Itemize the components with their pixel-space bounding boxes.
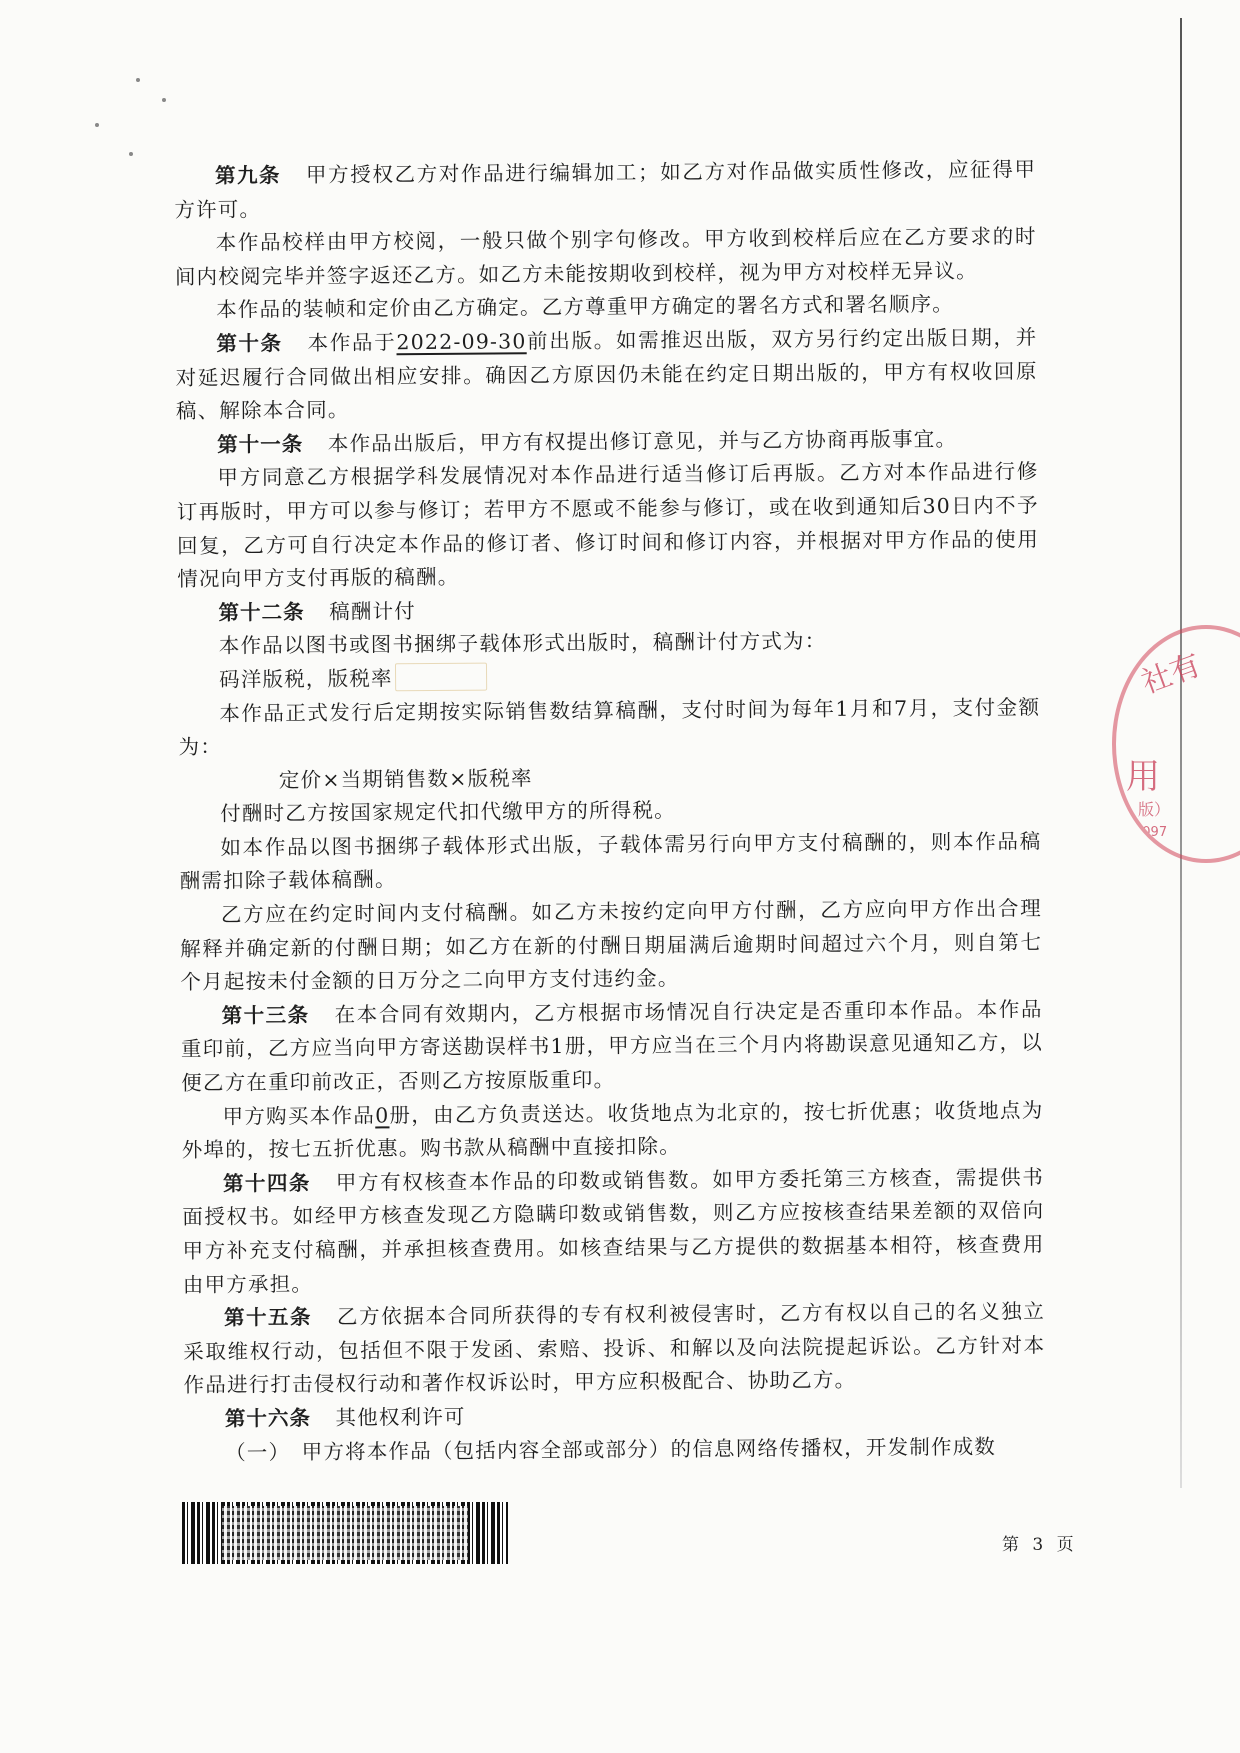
page-number: 第 3 页 bbox=[1002, 1535, 1078, 1555]
article-label: 第十条 bbox=[216, 331, 283, 356]
article-13 bbox=[181, 993, 1044, 1101]
proof-clause: 本作品校样由甲方校阅，一般只做个别字句修改。甲方收到校样后应在乙方要求的时间内校阅完毕并签字返还乙方。如乙方未能按期收到校样，视为甲方对校样无异议。 bbox=[174, 224, 1037, 289]
binding-clause: 本作品的装帧和定价由乙方确定。乙方尊重甲方确定的署名方式和署名顺序。 bbox=[216, 292, 955, 323]
article-text: 其他权利许可 bbox=[335, 1404, 466, 1430]
late-payment-clause: 乙方应在约定时间内支付稿酬。如乙方未按约定向甲方付酬，乙方应向甲方作出合理解释并确定新的付酬日期；如乙方在新的付酬日期届满后逾期时间超过六个月，则自第七个月起按未付金额的日万分之二向甲方支付违约金。 bbox=[180, 896, 1043, 995]
purchase-text-after: 册，由乙方负责送达。收货地点为北京的，按七折优惠；收货地点为外埠的，按七五折优惠。购书款从稿酬中直接扣除。 bbox=[181, 1097, 1044, 1163]
article-label: 第十三条 bbox=[221, 1002, 310, 1028]
royalty-rate-label: 码洋版税，版税率 bbox=[218, 666, 393, 692]
revision-clause: 甲方同意乙方根据学科发展情况对本作品进行适当修订后再版。乙方对本作品进行修订再版时，甲方可以参与修订；若甲方不愿或不能参与修订，或在收到通知后30日内不予回复，乙方可自行决定本作品的修订者、修订时间和修订内容，并根据对甲方作品的使用情况向甲方支付再版的稿酬。 bbox=[176, 459, 1040, 592]
article-9 bbox=[174, 153, 1037, 227]
article-15 bbox=[183, 1295, 1046, 1403]
article-14 bbox=[182, 1161, 1045, 1302]
other-rights-item-1: （一） 甲方将本作品（包括内容全部或部分）的信息网络传播权，开发制作成数 bbox=[225, 1434, 997, 1465]
article-label: 第十五条 bbox=[224, 1305, 312, 1330]
publish-date: 2022-09-30 bbox=[396, 329, 527, 355]
scan-speck bbox=[129, 152, 133, 156]
article-text: 甲方授权乙方对作品进行编辑加工；如乙方对作品做实质性修改，应征得甲方许可。 bbox=[174, 157, 1037, 222]
article-text: 在本合同有效期内，乙方根据市场情况自行决定是否重印本作品。本作品重印前，乙方应当向甲方寄送勘误样书1册，甲方应当在三个月内将勘误意见通知乙方，以便乙方在重印前改正，否则乙方按原版重印。 bbox=[180, 997, 1044, 1096]
article-text: 乙方依据本合同所获得的专有权利被侵害时，乙方有权以自己的名义独立采取维权行动，包括但不限于发函、索赔、投诉、和解以及向法院提起诉讼。乙方针对本作品进行打击侵权行动和著作权诉讼时，甲方应积极配合、协助乙方。 bbox=[183, 1299, 1046, 1398]
scan-speck bbox=[95, 123, 99, 127]
article-text-after: 前出版。如需推迟出版，双方另行约定出版日期，并对延迟履行合同做出相应安排。确因乙方原因仍未能在约定日期出版的，甲方有权收回原稿、解除本合同。 bbox=[175, 325, 1038, 424]
article-text: 本作品出版后，甲方有权提出修订意见，并与乙方协商再版事宜。 bbox=[327, 426, 958, 456]
payment-method: 本作品以图书或图书捆绑子载体形式出版时，稿酬计付方式为： bbox=[218, 629, 827, 658]
scan-speck bbox=[136, 78, 140, 82]
article-label: 第九条 bbox=[215, 163, 282, 188]
royalty-rate-blank bbox=[395, 662, 487, 691]
red-seal-stamp: 社有 用 版） 1097 bbox=[1112, 625, 1240, 863]
purchase-clause bbox=[181, 1094, 1044, 1168]
article-label: 第十六条 bbox=[224, 1405, 311, 1431]
sub-carrier-clause: 如本作品以图书捆绑子载体形式出版，子载体需另行向甲方支付稿酬的，则本作品稿酬需扣除子载体稿酬。 bbox=[179, 829, 1042, 894]
article-10 bbox=[175, 321, 1038, 429]
article-text: 稿酬计付 bbox=[329, 598, 417, 624]
article-text-before: 本作品于 bbox=[306, 330, 397, 355]
article-label: 第十二条 bbox=[218, 599, 305, 625]
purchase-count: 0 bbox=[375, 1102, 390, 1128]
contract-body bbox=[174, 153, 1046, 1470]
article-label: 第十四条 bbox=[222, 1170, 311, 1196]
purchase-text-before: 甲方购买本作品 bbox=[222, 1103, 376, 1129]
article-text: 甲方有权核查本作品的印数或销售数。如甲方委托第三方核查，需提供书面授权书。如经甲方核查发现乙方隐瞒印数或销售数，则乙方应按核查结果差额的双倍向甲方补充支付稿酬，并承担核查费用。如核查结果与乙方提供的数据基本相符，核查费用由甲方承担。 bbox=[182, 1165, 1045, 1297]
article-label: 第十一条 bbox=[217, 431, 304, 457]
tax-clause: 付酬时乙方按国家规定代扣代缴甲方的所得税。 bbox=[220, 798, 676, 826]
settlement-clause: 本作品正式发行后定期按实际销售数结算稿酬，支付时间为每年1月和7月，支付金额为： bbox=[178, 694, 1041, 760]
royalty-formula: 定价×当期销售数×版税率 bbox=[278, 765, 533, 792]
barcode-image bbox=[182, 1502, 508, 1564]
scan-speck bbox=[162, 98, 166, 102]
